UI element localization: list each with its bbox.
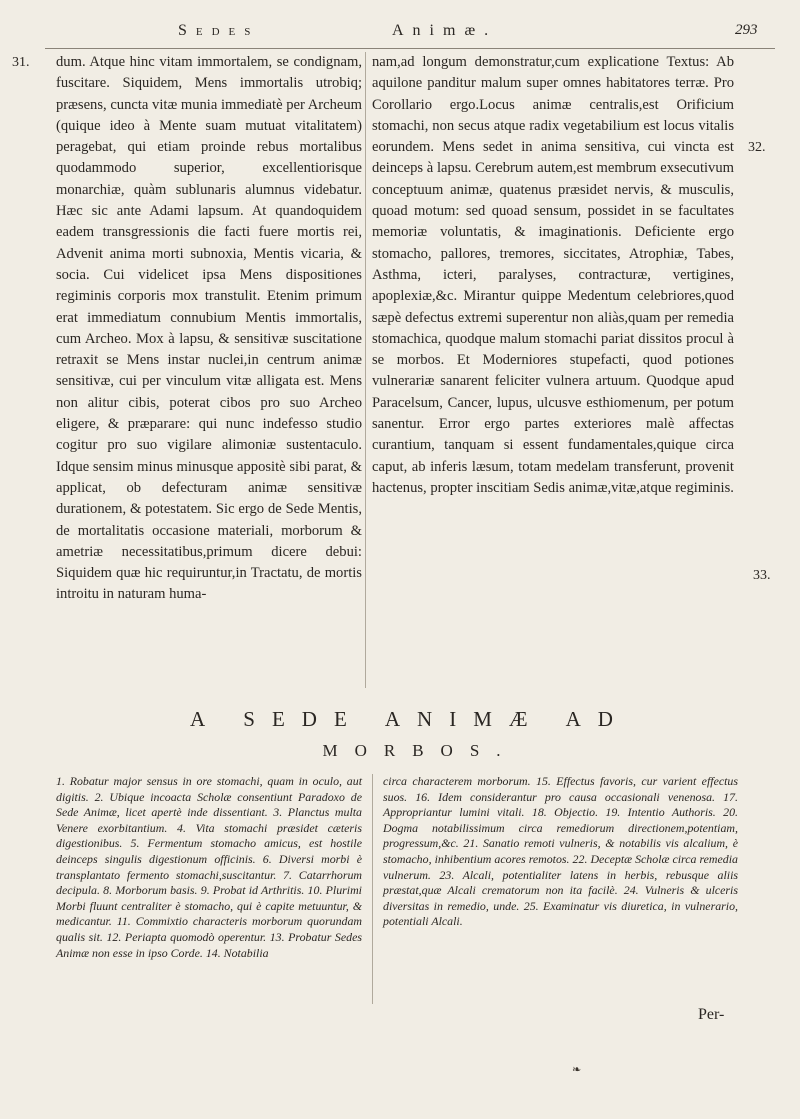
margin-number-31: 31.: [12, 55, 30, 70]
marginal-notes-left: 1. Robatur major sensus in ore stomachi, quam in oculo, aut digitis. 2. Ubique incoacta Scholæ consentiunt Paradoxo de Sede Animæ, licet apertè inde dissentiant. 3. Planctus multa Venere exorbitantium. 4. Vita stomachi præsidet cæteris digestionibus. 5. Fermentum stomacho amicus, est hostile deinceps singulis digestionum officinis. 6. Diversi morbi è transplantato fermento stomachi,suscitantur. 7. Catarrhorum decipula. 8. Morborum basis. 9. Probat id Arthritis. 10. Plurimi Morbi fluunt centraliter è stomacho, qui è capite metuuntur, & medicantur. 11. Commixtio characteris morborum quorundam qualis sit. 12. Periapta quomodò operentur. 13. Probatur Sedes Animæ non esse in ipso Corde. 14. Notabilia: [56, 774, 362, 960]
running-head-right: Animæ.: [392, 22, 498, 39]
margin-number-33: 33.: [753, 568, 771, 583]
head-rule: [45, 48, 775, 49]
body-column-left: dum. Atque hinc vitam immortalem, se condignam, fuscitare. Siquidem, Mens immortalis utrobiq; præsens, cuncta vitæ munia immediatè per Archeum (quique ideo à Mente suam mutuat vitalitatem) peragebat, qui etiam proinde rebus mortalibus quodammodo superior, excellentiorisque monarchiæ, quàm sublunaris alumnus videbatur. Hæc sic ante Adami lapsum. At quandoquidem eadem transgressionis die facti fuere mortis rei, Advenit anima morti subnoxia, Mentis vicaria, & socia. Cui videlicet ipsa Mens dispositiones regiminis corporis mox transtulit. Etenim primum erat immediatum connubium Mentis immortalis, cum Archeo. Mox à lapsu, & sensitivæ suscitatione retraxit se Mens instar nuclei,in centrum animæ sensitivæ, cui per vinculum vitæ alligata est. Mens non alitur cibis, poterat cibos pro suo Archeo eligere, & præparare: qui nunc indefesso studio cogitur pro suo vigilare alimoniæ sustentaculo. Idque sensim minus minusque appositè sibi parat, & applicat, ob defecturam animæ sensitivæ durationem, & potestatem. Sic ergo de Sede Mentis, de mortalitatis occasione materiali, morborum & ametriæ necessitatibus,primum dicere debui: Siquidem quæ hic requiruntur,in Tractatu, de mortis introitu in naturam huma-: [56, 54, 362, 603]
notes-divider: [372, 774, 373, 1004]
page-number: 293: [735, 22, 758, 38]
marginal-notes-right: circa characterem morborum. 15. Effectus favoris, cur varient effectus suos. 16. Idem considerantur pro causa occasionali venenosa. 17. Appropriantur lumini vitali. 18. Objectio. 19. Intentio Authoris. 20. Dogma notabilissimum circa remediorum directionem,potentiam, progressum,&c. 21. Sanatio remoti vulneris, & notabilis vis alcalium, è stomacho, inhibentium acores remotos. 22. Deceptæ Scholæ circa remedia vulnerum. 23. Alcali, potentialiter latens in herbis, rebusque aliis præstat,quæ Alcali crematorum non ita facilè. 24. Vulneris & ulceris diversitas in remedio, unde. 25. Examinatur vis diuretica, in vulnerario, potentiali Alcali.: [383, 774, 738, 929]
section-heading-line1: A SEDE ANIMÆ AD: [190, 707, 630, 731]
catchword: Per-: [698, 1006, 725, 1023]
body-column-right: nam,ad longum demonstratur,cum explicatione Textus: Ab aquilone panditur malum super omnes habitatores terræ. Pro Corollario ergo.Locus animæ centralis,est Orificium stomachi, non secus atque radix vegetabilium est locus vitalis eorundem. Mens sedet in anima sensitiva, cui vincta est deinceps à lapsu. Cerebrum autem,est membrum exsecutivum conceptuum animæ, quatenus præsidet nervis, & musculis, quoad motum: sed quoad sensum, possidet in se facultates memoriæ voluntatis, & imaginationis. Deficiente ergo stomacho, pallores, tremores, siccitates, Atrophiæ, Tabes, Asthma, icteri, paralyses, contracturæ, vertigines, apoplexiæ,&c. Mirantur quippe Medentum celebriores,quod sæpè defectus extremi superentur non aliàs,quam per remedia stomachica, quodque malum stomachi pariat dissitos procul à se morbos. Et Moderniores stupefacti, quod potiones vulnerariæ sanarent feliciter vulnera artuum. Quodque apud Paracelsum, Cancer, lupus, ulcusve esthiomenum, per potum sanentur. Error ergo partes exteriores malè affectas curantium, tanquam si essent fundamentales,quique circa caput, ab inferis læsum, totam medelam transferunt, provenit hactenus, propter inscitiam Sedis animæ,vitæ,atque regiminis.: [372, 54, 734, 496]
running-head-left: Sedes: [178, 22, 260, 39]
margin-number-32: 32.: [748, 140, 766, 155]
section-heading-line2: MORBOS.: [322, 741, 518, 760]
running-head: [0, 22, 800, 46]
column-divider: [365, 52, 366, 688]
fleuron-icon: ❧: [572, 1064, 582, 1076]
